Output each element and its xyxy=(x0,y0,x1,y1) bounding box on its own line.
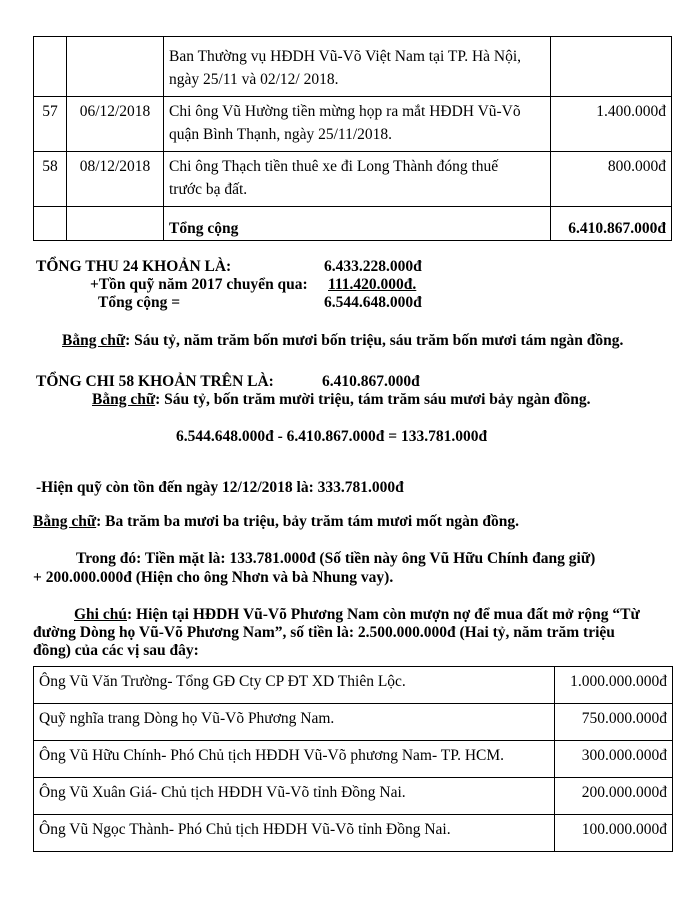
table-row xyxy=(34,152,672,207)
income-total-label: TỔNG THU 24 KHOẢN LÀ: xyxy=(36,258,232,275)
creditor-amount: 750.000.000đ xyxy=(555,704,673,741)
description-line: trước bạ đất. xyxy=(169,181,248,198)
row-description xyxy=(164,37,551,97)
empty-cell xyxy=(67,207,164,241)
words-text: : Ba trăm ba mươi ba triệu, bảy trăm tám mươi mốt ngàn đồng. xyxy=(96,513,519,530)
note-line: đường Dòng họ Vũ-Võ Phương Nam”, số tiền là: 2.500.000.000đ (Hai tỷ, năm trăm triệu xyxy=(33,624,615,641)
carryover-amount: 111.420.000đ. xyxy=(328,276,417,293)
creditor-name: Ông Vũ Hữu Chính- Phó Chủ tịch HĐDH Vũ-Võ phương Nam- TP. HCM. xyxy=(34,741,555,778)
balance-statement: -Hiện quỹ còn tồn đến ngày 12/12/2018 là: 333.781.000đ xyxy=(36,479,404,496)
total-amount: 6.410.867.000đ xyxy=(551,207,672,241)
row-amount: 800.000đ xyxy=(551,152,672,207)
income-total-amount: 6.433.228.000đ xyxy=(324,258,422,275)
words-text: : Sáu tỷ, năm trăm bốn mươi bốn triệu, sáu trăm bốn mươi tám ngàn đồng. xyxy=(125,332,624,349)
description-line: ngày 25/11 và 02/12/ 2018. xyxy=(169,71,339,88)
row-amount: 1.400.000đ xyxy=(551,97,672,152)
note-line xyxy=(74,606,640,624)
note-text: : Hiện tại HĐDH Vũ-Võ Phương Nam còn mượn nợ để mua đất mở rộng “Từ xyxy=(126,606,640,623)
income-in-words xyxy=(62,332,623,350)
expense-total-amount: 6.410.867.000đ xyxy=(322,373,420,390)
creditors-table xyxy=(33,666,673,852)
note-line: đồng) của các vị sau đây: xyxy=(33,642,199,659)
row-date: 06/12/2018 xyxy=(67,97,164,152)
creditor-name: Quỹ nghĩa trang Dòng họ Vũ-Võ Phương Nam. xyxy=(34,704,555,741)
creditor-name: Ông Vũ Xuân Giá- Chủ tịch HĐDH Vũ-Võ tỉnh Đồng Nai. xyxy=(34,778,555,815)
balance-calculation: 6.544.648.000đ - 6.410.867.000đ = 133.781.000đ xyxy=(176,428,488,445)
words-label: Bằng chữ xyxy=(92,391,156,408)
creditor-amount: 100.000.000đ xyxy=(555,815,673,852)
income-sum-label: Tổng cộng = xyxy=(98,294,181,311)
words-label: Bằng chữ xyxy=(33,513,97,530)
row-number: 57 xyxy=(34,97,67,152)
note-label: Ghi chú xyxy=(74,606,127,623)
table-row xyxy=(34,37,672,97)
empty-cell xyxy=(34,207,67,241)
total-label: Tổng cộng xyxy=(164,207,551,241)
income-sum-amount: 6.544.648.000đ xyxy=(324,294,422,311)
creditor-name: Ông Vũ Văn Trường- Tổng GĐ Cty CP ĐT XD Thiên Lộc. xyxy=(34,667,555,704)
table-row xyxy=(34,97,672,152)
creditor-amount: 300.000.000đ xyxy=(555,741,673,778)
row-description xyxy=(164,152,551,207)
row-description xyxy=(164,97,551,152)
expense-table xyxy=(33,36,672,241)
table-row xyxy=(34,741,673,778)
balance-in-words xyxy=(33,513,519,531)
expense-total-label: TỔNG CHI 58 KHOẢN TRÊN LÀ: xyxy=(36,373,274,390)
words-text: : Sáu tỷ, bốn trăm mười triệu, tám trăm sáu mươi bảy ngàn đồng. xyxy=(155,391,591,408)
row-amount xyxy=(551,37,672,97)
creditor-name: Ông Vũ Ngọc Thành- Phó Chủ tịch HĐDH Vũ-Võ tỉnh Đồng Nai. xyxy=(34,815,555,852)
row-date xyxy=(67,37,164,97)
row-date: 08/12/2018 xyxy=(67,152,164,207)
creditor-amount: 1.000.000.000đ xyxy=(555,667,673,704)
breakdown-line: + 200.000.000đ (Hiện cho ông Nhơn và bà Nhung vay). xyxy=(33,569,394,586)
table-row xyxy=(34,778,673,815)
description-line: quận Bình Thạnh, ngày 25/11/2018. xyxy=(169,126,393,143)
table-row xyxy=(34,704,673,741)
description-line: Chi ông Thạch tiền thuê xe đi Long Thành đóng thuế xyxy=(169,158,499,175)
carryover-label: +Tồn quỹ năm 2017 chuyển qua: xyxy=(90,276,308,293)
breakdown-line: Trong đó: Tiền mặt là: 133.781.000đ (Số tiền này ông Vũ Hữu Chính đang giữ) xyxy=(76,550,596,567)
table-row xyxy=(34,667,673,704)
creditor-amount: 200.000.000đ xyxy=(555,778,673,815)
row-number xyxy=(34,37,67,97)
description-line: Chi ông Vũ Hường tiền mừng họp ra mắt HĐDH Vũ-Võ xyxy=(169,103,521,120)
expense-in-words xyxy=(92,391,590,409)
words-label: Bằng chữ xyxy=(62,332,126,349)
description-line: Ban Thường vụ HĐDH Vũ-Võ Việt Nam tại TP. Hà Nội, xyxy=(169,48,522,65)
total-row xyxy=(34,207,672,241)
row-number: 58 xyxy=(34,152,67,207)
table-row xyxy=(34,815,673,852)
